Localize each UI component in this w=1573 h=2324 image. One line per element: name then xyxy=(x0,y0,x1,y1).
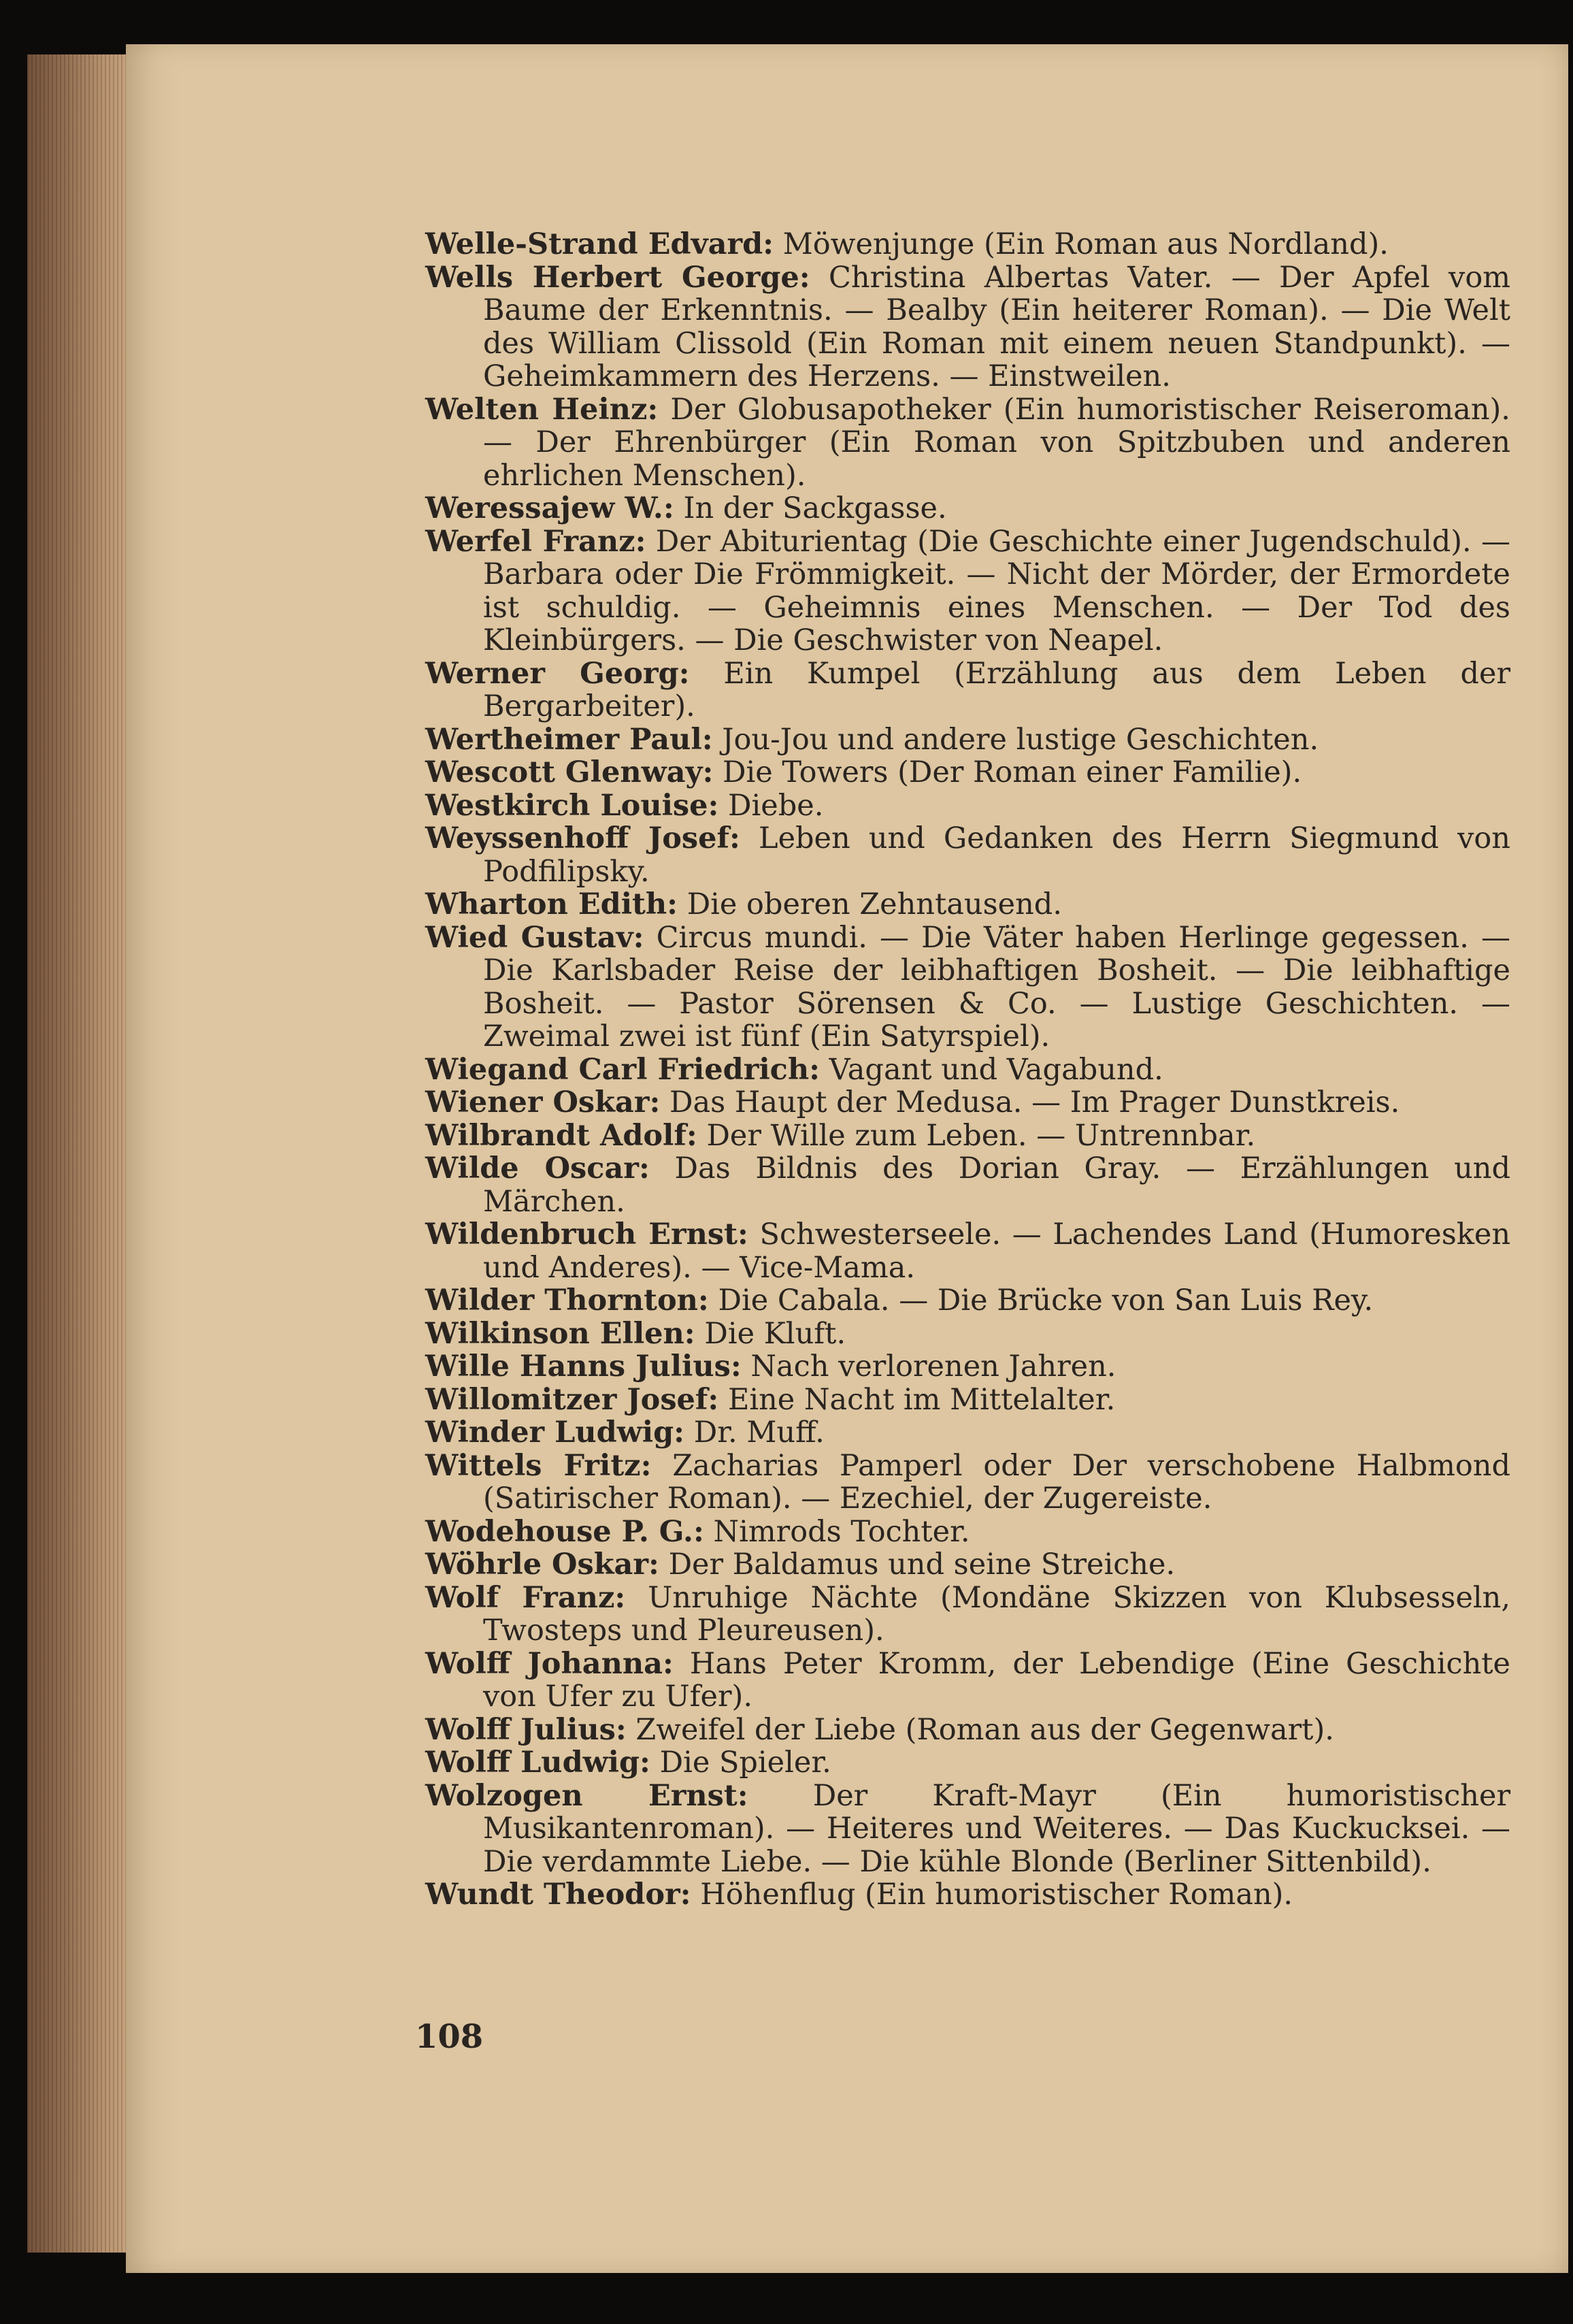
index-entry xyxy=(425,1284,1510,1318)
author-name: Wilder Thornton: xyxy=(425,1283,709,1318)
works-list: Hans Peter Kromm, der Lebendige (Eine Geschichte von Ufer zu Ufer). xyxy=(483,1646,1510,1714)
author-name: Wille Hanns Julius: xyxy=(425,1349,742,1384)
index-entry xyxy=(425,1053,1510,1087)
book-page xyxy=(126,44,1568,2273)
index-entry xyxy=(425,228,1510,261)
index-entry xyxy=(425,1648,1510,1714)
works-list: Die Cabala. — Die Brücke von San Luis Rey. xyxy=(718,1283,1374,1318)
works-list: Unruhige Nächte (Mondäne Skizzen von Klubsesseln, Twosteps und Pleureusen). xyxy=(483,1580,1511,1648)
index-entry xyxy=(425,261,1510,393)
author-name: Wöhrle Oskar: xyxy=(425,1548,659,1582)
author-name: Wittels Fritz: xyxy=(425,1448,652,1483)
index-entry xyxy=(425,1350,1510,1384)
author-name: Wiener Oskar: xyxy=(425,1085,661,1119)
index-entry xyxy=(425,1384,1510,1417)
author-name: Wolff Johanna: xyxy=(425,1646,674,1681)
index-entry xyxy=(425,1746,1510,1780)
works-list: Der Wille zum Leben. — Untrennbar. xyxy=(706,1118,1256,1153)
index-entry xyxy=(425,1548,1510,1582)
works-list: Christina Albertas Vater. — Der Apfel vom Baume der Erkenntnis. — Bealby (Ein heiterer Roman). — Die Welt des William Clissold (Ein Roman mit einem neuen Standpunkt). — Geheimkammern des Herzens. — Einstweilen. xyxy=(483,260,1510,393)
author-name: Wilkinson Ellen: xyxy=(425,1316,695,1351)
works-list: Die oberen Zehntausend. xyxy=(686,887,1062,921)
works-list: Der Abiturientag (Die Geschichte einer Jugendschuld). — Barbara oder Die Frömmigkeit. — Nicht der Mörder, der Ermordete ist schuldig. — Geheimnis eines Menschen. — Der Tod des Kleinbürgers. — Die Geschwister von Neapel. xyxy=(483,524,1510,657)
author-name: Werner Georg: xyxy=(425,656,690,691)
author-name: Wolzogen Ernst: xyxy=(425,1778,748,1813)
author-name: Weyssenhoff Josef: xyxy=(425,821,740,855)
index-entry xyxy=(425,822,1510,888)
works-list: Das Haupt der Medusa. — Im Prager Dunstkreis. xyxy=(669,1085,1400,1119)
author-name: Wied Gustav: xyxy=(425,920,644,955)
index-entry xyxy=(425,1878,1510,1912)
works-list: Nimrods Tochter. xyxy=(713,1514,970,1549)
author-name: Wundt Theodor: xyxy=(425,1878,691,1912)
index-entry xyxy=(425,1714,1510,1747)
works-list: Ein Kumpel (Erzählung aus dem Leben der Bergarbeiter). xyxy=(483,656,1510,723)
author-name: Wiegand Carl Friedrich: xyxy=(425,1052,820,1087)
works-list: Möwenjunge (Ein Roman aus Nordland). xyxy=(782,227,1389,261)
author-name: Wertheimer Paul: xyxy=(425,722,713,757)
author-name: Westkirch Louise: xyxy=(425,788,719,823)
index-entry xyxy=(425,1318,1510,1351)
works-list: In der Sackgasse. xyxy=(683,491,947,525)
works-list: Höhenflug (Ein humoristischer Roman). xyxy=(700,1878,1293,1912)
author-name: Wilde Oscar: xyxy=(425,1151,650,1185)
author-name: Wells Herbert George: xyxy=(425,260,810,295)
author-name: Werfel Franz: xyxy=(425,524,646,559)
author-index-list xyxy=(425,228,1510,1912)
works-list: Die Spieler. xyxy=(659,1746,831,1780)
index-entry xyxy=(425,921,1510,1053)
works-list: Leben und Gedanken des Herrn Siegmund von Podfilipsky. xyxy=(483,821,1510,889)
index-entry xyxy=(425,1119,1510,1153)
author-name: Wolf Franz: xyxy=(425,1580,626,1615)
index-entry xyxy=(425,1086,1510,1119)
works-list: Diebe. xyxy=(728,788,824,823)
index-entry xyxy=(425,1152,1510,1218)
index-entry xyxy=(425,756,1510,789)
works-list: Jou-Jou und andere lustige Geschichten. xyxy=(722,722,1319,757)
works-list: Der Globusapotheker (Ein humoristischer Reiseroman). — Der Ehrenbürger (Ein Roman von Spitzbuben und anderen ehrlichen Menschen). xyxy=(483,392,1510,493)
index-entry xyxy=(425,1450,1510,1516)
author-name: Welle-Strand Edvard: xyxy=(425,227,774,261)
author-name: Wescott Glenway: xyxy=(425,755,714,789)
index-entry xyxy=(425,1218,1510,1284)
page-number: 108 xyxy=(415,2018,484,2056)
author-name: Winder Ludwig: xyxy=(425,1415,685,1450)
author-name: Wodehouse P. G.: xyxy=(425,1514,704,1549)
index-entry xyxy=(425,492,1510,525)
author-name: Wolff Julius: xyxy=(425,1712,627,1747)
author-name: Wildenbruch Ernst: xyxy=(425,1217,748,1251)
author-name: Wilbrandt Adolf: xyxy=(425,1118,697,1153)
works-list: Schwesterseele. — Lachendes Land (Humoresken und Anderes). — Vice-Mama. xyxy=(483,1217,1511,1285)
works-list: Das Bildnis des Dorian Gray. — Erzählungen und Märchen. xyxy=(483,1151,1510,1219)
index-entry xyxy=(425,657,1510,723)
works-list: Der Baldamus und seine Streiche. xyxy=(668,1548,1176,1582)
index-entry xyxy=(425,1780,1510,1879)
works-list: Nach verlorenen Jahren. xyxy=(750,1349,1116,1384)
index-entry xyxy=(425,723,1510,757)
works-list: Der Kraft-Mayr (Ein humoristischer Musikantenroman). — Heiteres und Weiteres. — Das Kuckucksei. — Die verdammte Liebe. — Die kühle Blonde (Berliner Sittenbild). xyxy=(483,1778,1511,1879)
author-name: Willomitzer Josef: xyxy=(425,1382,719,1417)
index-entry xyxy=(425,1582,1510,1648)
index-entry xyxy=(425,888,1510,921)
works-list: Circus mundi. — Die Väter haben Herlinge gegessen. — Die Karlsbader Reise der leibhaftigen Bosheit. — Die leibhaftige Bosheit. — Pastor Sörensen & Co. — Lustige Geschichten. — Zweimal zwei ist fünf (Ein Satyrspiel). xyxy=(483,920,1510,1053)
index-entry xyxy=(425,1516,1510,1549)
index-entry xyxy=(425,393,1510,493)
works-list: Eine Nacht im Mittelalter. xyxy=(727,1382,1116,1417)
works-list: Vagant und Vagabund. xyxy=(829,1052,1163,1087)
works-list: Die Kluft. xyxy=(704,1316,846,1351)
index-entry xyxy=(425,1416,1510,1450)
index-entry xyxy=(425,789,1510,823)
works-list: Die Towers (Der Roman einer Familie). xyxy=(723,755,1302,789)
book-page-edges xyxy=(27,54,136,2253)
author-name: Wolff Ludwig: xyxy=(425,1746,650,1780)
works-list: Zweifel der Liebe (Roman aus der Gegenwart). xyxy=(635,1712,1334,1747)
author-name: Weressajew W.: xyxy=(425,491,674,525)
works-list: Dr. Muff. xyxy=(693,1415,825,1450)
index-entry xyxy=(425,525,1510,657)
author-name: Welten Heinz: xyxy=(425,392,659,427)
works-list: Zacharias Pamperl oder Der verschobene Halbmond (Satirischer Roman). — Ezechiel, der Zugereiste. xyxy=(483,1448,1510,1516)
author-name: Wharton Edith: xyxy=(425,887,678,921)
